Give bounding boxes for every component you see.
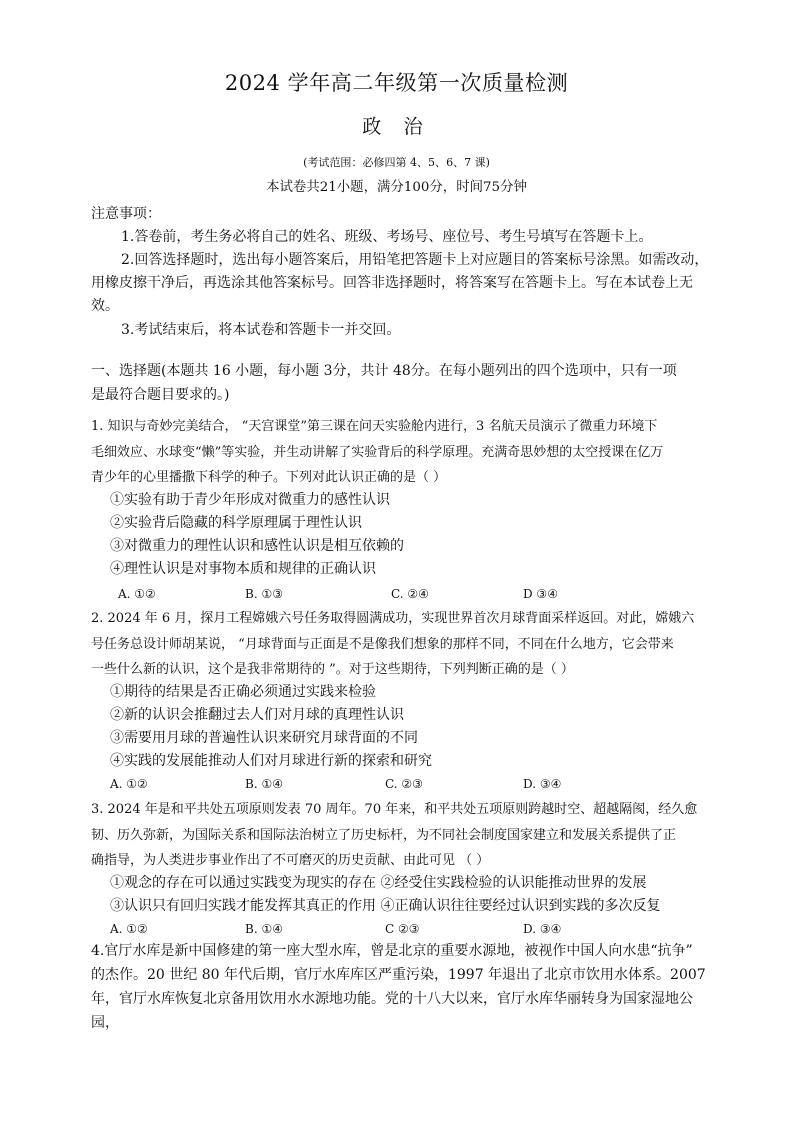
q1-option-1: ①实验有助于青少年形成对微重力的感性认识 <box>110 492 390 508</box>
notice-item-3: 3.考试结束后，将本试卷和答题卡一并交回。 <box>121 322 401 338</box>
notice-item-2-line-1: 2.回答选择题时，选出每小题答案后，用铅笔把答题卡上对应题目的答案标号涂黑。如需改动， <box>121 252 709 268</box>
q1-choice-d: D ③④ <box>523 587 558 601</box>
exam-title: 2024 学年高二年级第一次质量检测 <box>224 70 569 95</box>
q2-option-2: ②新的认识会推翻过去人们对月球的真理性认识 <box>110 707 404 723</box>
q3-choice-c: C ②③ <box>385 922 420 936</box>
notice-item-2-line-2: 用橡皮擦干净后，再选涂其他答案标号。回答非选择题时，将答案写在答题卡上。写在本试卷上无 <box>91 275 693 291</box>
q2-option-4: ④实践的发展能推动人们对月球进行新的探索和研究 <box>110 753 432 769</box>
q1-stem-line-3: 青少年的心里播撒下科学的种子。下列对此认识正确的是（ ） <box>91 470 447 485</box>
q2-choice-d: D. ③④ <box>523 777 562 791</box>
notice-item-1: 1.答卷前，考生务必将自己的姓名、班级、考场号、座位号、考生号填写在答题卡上。 <box>121 229 653 245</box>
q1-choice-b: B. ①③ <box>245 587 283 601</box>
q1-choice-c: C. ②④ <box>391 587 429 601</box>
q3-choice-d: D. ③④ <box>523 922 562 936</box>
q2-stem-line-3: 一些什么新的认识，这个是我非常期待的 ”。对于这些期待，下列判断正确的是（ ） <box>91 662 574 677</box>
q4-stem-line-2: 的杰作。20 世纪 80 年代后期，官厅水库库区严重污染，1997 年退出了北京市饮用水体系。2007 <box>91 967 706 983</box>
q2-option-3: ③需要用月球的普遍性认识来研究月球背面的不同 <box>110 730 418 746</box>
q1-option-4: ④理性认识是对事物本质和规律的正确认识 <box>110 561 376 577</box>
q4-stem-line-1: 4.官厅水库是新中国修建的第一座大型水库，曾是北京的重要水源地，被视作中国人向水患“抗争” <box>91 943 693 959</box>
notice-item-2-line-3: 效。 <box>91 298 119 314</box>
q4-stem-line-4: 园， <box>91 1015 119 1031</box>
q3-choice-b: B. ①④ <box>245 922 283 936</box>
q2-stem-line-1: 2. 2024 年 6 月，探月工程嫦娥六号任务取得圆满成功，实现世界首次月球背面采样返回。对此，嫦娥六 <box>91 611 695 626</box>
q2-choice-a: A. ①② <box>110 777 148 791</box>
q3-stem-line-3: 确指导，为人类进步事业作出了不可磨灭的历史贡献、由此可见 （ ） <box>91 853 490 868</box>
exam-subject: 政 治 <box>362 115 431 138</box>
exam-scope: (考试范围：必修四第 4、5、6、7 课) <box>303 156 490 169</box>
q2-stem-line-2: 号任务总设计师胡某说， “月球背面与正面是不是像我们想象的那样不同，不同在什么地方，它会带来 <box>91 637 674 652</box>
q1-option-2: ②实验背后隐藏的科学原理属于理性认识 <box>110 515 362 531</box>
q3-choice-a: A. ①② <box>110 922 148 936</box>
q1-option-3: ③对微重力的理性认识和感性认识是相互依赖的 <box>110 538 404 554</box>
notice-heading: 注意事项： <box>91 206 161 222</box>
q2-choice-c: C. ②③ <box>385 777 423 791</box>
q3-stem-line-2: 韧、历久弥新，为国际关系和国际法治树立了历史标杆，为不同社会制度国家建立和发展关系提供了正 <box>91 828 677 843</box>
exam-info: 本试卷共21小题，满分100分，时间75分钟 <box>266 180 527 195</box>
q3-stem-line-1: 3. 2024 年是和平共处五项原则发表 70 周年。70 年来，和平共处五项原则跨越时空、超越隔阂，经久愈 <box>91 802 698 817</box>
q1-stem-line-2: 毛细效应、水球变“懒”等实验，并生动讲解了实验背后的科学原理。充满奇思妙想的太空授课在亿万 <box>91 445 664 460</box>
q1-choice-a: A. ①② <box>118 587 156 601</box>
q1-stem-line-1: 1. 知识与奇妙完美结合， “天宫课堂”第三课在问天实验舱内进行，3 名航天员演示了微重力环境下 <box>91 419 658 434</box>
q2-choice-b: B. ①④ <box>245 777 283 791</box>
q2-option-1: ①期待的结果是否正确必须通过实践来检验 <box>110 684 376 700</box>
q3-options-1-2: ①观念的存在可以通过实践变为现实的存在 ②经受住实践检验的认识能推动世界的发展 <box>110 875 647 891</box>
section-heading-line-2: 是最符合题目要求的。) <box>91 387 230 403</box>
section-heading-line-1: 一、选择题(本题共 16 小题，每小题 3分，共计 48分。在每小题列出的四个选项中，只有一项 <box>91 363 677 379</box>
q4-stem-line-3: 年，官厅水库恢复北京备用饮用水水源地功能。党的十八大以来，官厅水库华丽转身为国家湿地公 <box>91 991 693 1007</box>
q3-options-3-4: ③认识只有回归实践才能发挥其真正的作用 ④正确认识往往要经过认识到实践的多次反复 <box>110 898 661 914</box>
